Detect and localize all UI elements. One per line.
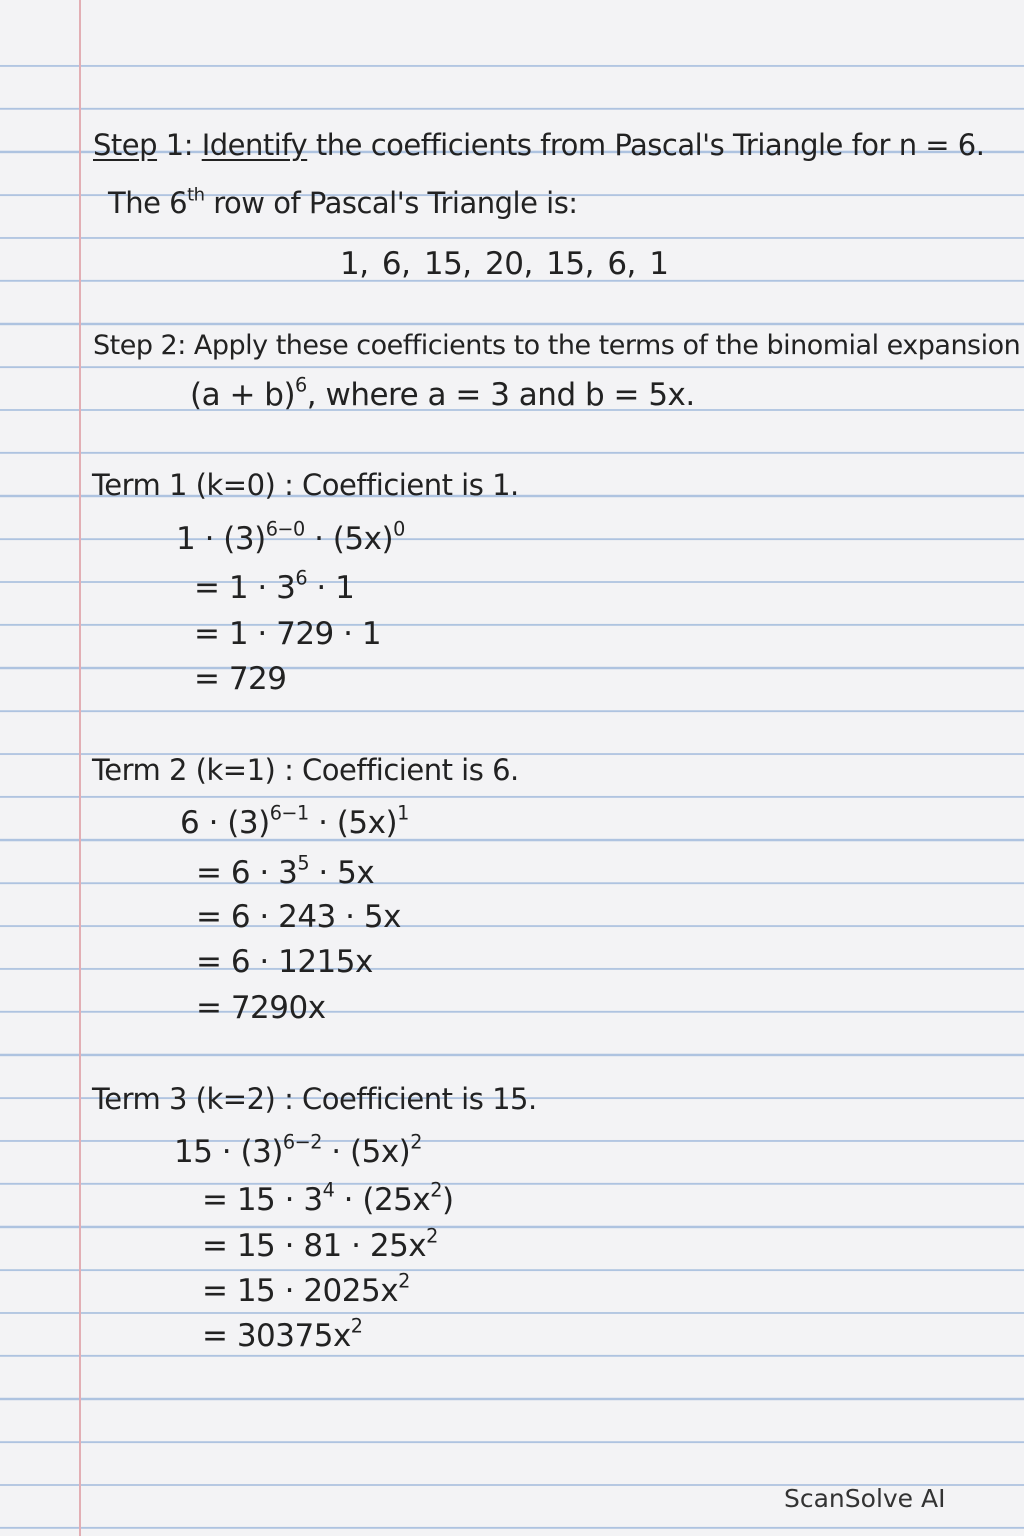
term2-step1-pre: = 6 · 3 bbox=[196, 855, 298, 891]
term3-expr-pre: 15 · (3) bbox=[174, 1134, 283, 1170]
term2-step1-exp: 5 bbox=[297, 851, 310, 875]
term1-expr-mid: · (5x) bbox=[304, 521, 394, 557]
term1-expr-pre: 1 · (3) bbox=[176, 521, 266, 557]
term2-step3: = 6 · 1215x bbox=[196, 944, 373, 980]
term1-step1-post: · 1 bbox=[307, 570, 355, 606]
term2-expression bbox=[180, 801, 409, 841]
term3-step1 bbox=[202, 1178, 454, 1218]
term2-result: = 7290x bbox=[196, 990, 326, 1026]
term2-step1 bbox=[196, 851, 375, 891]
term3-expr-mid: · (5x) bbox=[321, 1134, 411, 1170]
step2-where: , where a = 3 and b = 5x. bbox=[306, 377, 695, 413]
term1-heading: Term 1 (k=0) : Coefficient is 1. bbox=[92, 468, 519, 502]
step2-binomial-exp: 6 bbox=[295, 373, 307, 397]
pascal-intro bbox=[108, 186, 578, 220]
term3-step3-pre: = 15 · 2025x bbox=[202, 1273, 399, 1309]
term3-step1-exp: 4 bbox=[322, 1178, 335, 1202]
term2-heading: Term 2 (k=1) : Coefficient is 6. bbox=[92, 753, 519, 787]
term3-heading: Term 3 (k=2) : Coefficient is 15. bbox=[92, 1082, 537, 1116]
term3-expr-exp2: 2 bbox=[410, 1130, 422, 1154]
term1-step1-exp: 6 bbox=[295, 566, 308, 590]
term3-step2-exp: 2 bbox=[426, 1224, 438, 1248]
term3-step1-post: · (25x bbox=[334, 1182, 431, 1218]
notebook-margin-line bbox=[79, 0, 81, 1536]
step1-text: the coefficients from Pascal's Triangle for bbox=[307, 128, 899, 162]
term1-expr-exp1: 6−0 bbox=[265, 517, 305, 541]
watermark: ScanSolve AI bbox=[784, 1484, 946, 1513]
pascal-intro-sup: th bbox=[187, 184, 205, 206]
term1-step1-pre: = 1 · 3 bbox=[194, 570, 296, 606]
step2-line2 bbox=[190, 373, 695, 413]
term1-result: = 729 bbox=[194, 661, 287, 697]
term3-step3 bbox=[202, 1269, 410, 1309]
term2-step2: = 6 · 243 · 5x bbox=[196, 899, 401, 935]
term3-step3-exp: 2 bbox=[398, 1269, 410, 1293]
step1-prefix: Step bbox=[93, 128, 158, 162]
term3-expr-exp1: 6−2 bbox=[282, 1130, 322, 1154]
pascal-intro-post: row of Pascal's Triangle is: bbox=[204, 186, 578, 220]
term3-step1-post-b: ) bbox=[441, 1182, 454, 1218]
term3-expression bbox=[174, 1130, 422, 1170]
term3-step1-pre: = 15 · 3 bbox=[202, 1182, 323, 1218]
term2-expr-mid: · (5x) bbox=[308, 805, 398, 841]
step2-binomial: (a + b) bbox=[190, 377, 296, 413]
step1-n-value: n = 6. bbox=[898, 128, 985, 162]
term3-step2 bbox=[202, 1224, 438, 1264]
term3-result-exp: 2 bbox=[350, 1314, 363, 1338]
term1-step1 bbox=[194, 566, 355, 606]
step1-identify: Identify bbox=[201, 128, 308, 162]
term3-result-pre: = 30375x bbox=[202, 1318, 351, 1354]
pascal-row: 1, 6, 15, 20, 15, 6, 1 bbox=[340, 246, 669, 282]
term1-step2: = 1 · 729 · 1 bbox=[194, 616, 382, 652]
step1-heading bbox=[93, 128, 984, 162]
term2-step1-post: · 5x bbox=[309, 855, 375, 891]
term3-step2-pre: = 15 · 81 · 25x bbox=[202, 1228, 427, 1264]
term1-expr-exp2: 0 bbox=[393, 517, 405, 541]
step1-label-rest: 1: bbox=[157, 128, 202, 162]
term2-expr-exp2: 1 bbox=[397, 801, 409, 825]
term2-expr-exp1: 6−1 bbox=[269, 801, 309, 825]
step2-line1: Step 2: Apply these coefficients to the terms of the binomial expansion bbox=[93, 330, 1021, 361]
term3-step1-exp-b: 2 bbox=[430, 1178, 442, 1202]
pascal-intro-pre: The 6 bbox=[108, 186, 188, 220]
term2-expr-pre: 6 · (3) bbox=[180, 805, 270, 841]
term3-result bbox=[202, 1314, 363, 1354]
term1-expression bbox=[176, 517, 405, 557]
